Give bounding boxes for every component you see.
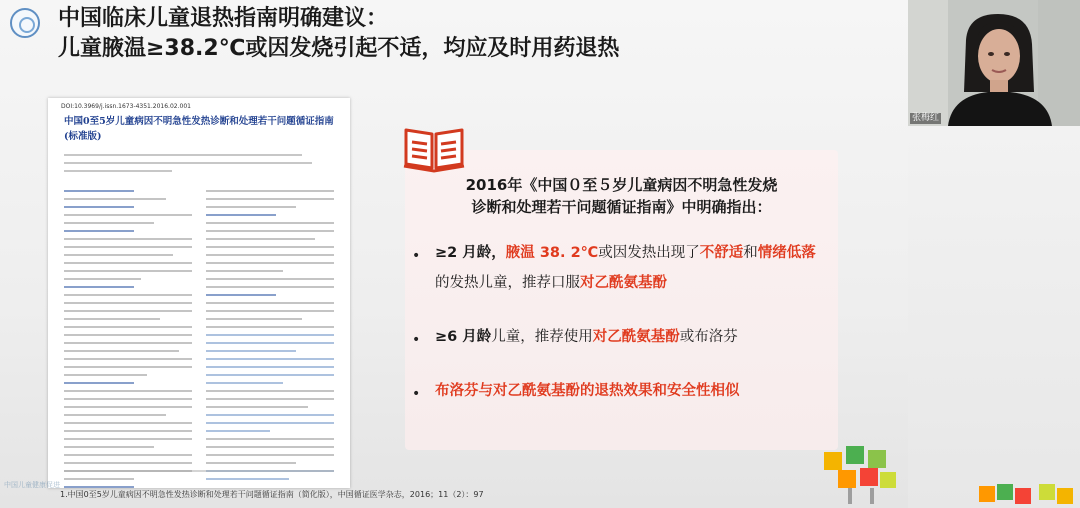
slide-title-line2: 儿童腋温≥38.2℃或因发烧引起不适，均应及时用药退热 <box>58 36 620 61</box>
bullet-1 <box>435 238 816 298</box>
bullet-1-text-b: 和 <box>743 245 758 261</box>
paper-doi: DOI:10.3969/j.issn.1673-4351.2016.02.001 <box>61 103 191 110</box>
bullet-dot-1: • <box>412 248 421 264</box>
bullet-2-text-a: 儿童，推荐使用 <box>491 329 593 345</box>
bullet-1-text-a: 或因发热出现了 <box>598 245 700 261</box>
bullet-2-line1 <box>435 322 738 352</box>
paper-authors-block <box>64 148 334 182</box>
footer-citation: 1.中国0至5岁儿童病因不明急性发热诊断和处理若干问题循证指南（简化版），中国循证医学杂志，2016；11（2）：97 <box>60 490 484 499</box>
paper-footer-line <box>64 470 334 472</box>
guideline-paper-image <box>48 98 350 488</box>
bullet-1-drug: 对乙酰氨基酚 <box>580 275 667 291</box>
bullet-1-discomfort: 不舒适 <box>699 245 744 261</box>
bullet-2-text-b: 或布洛芬 <box>679 329 738 345</box>
paper-right-column <box>206 190 334 455</box>
card-headline-line1: 2016年《中国０至５岁儿童病因不明急性发烧 <box>465 176 778 194</box>
bullet-2-drug: 对乙酰氨基酚 <box>592 329 680 345</box>
bullet-1-mood: 情绪低落 <box>757 245 816 261</box>
watermark-text: 中国儿童健康促进 <box>4 481 60 489</box>
bullet-1-text-c: 的发热儿童，推荐口服 <box>435 275 580 291</box>
decorative-cubes-bottom-icon <box>975 480 1080 508</box>
bullet-1-temp: 腋温 38. 2℃ <box>505 245 599 261</box>
bullet-1-line1 <box>435 238 816 268</box>
bullet-dot-3: • <box>412 386 421 402</box>
bullet-1-age: ≥2 月龄， <box>435 245 506 261</box>
slide-title-line1: 中国临床儿童退热指南明确建议： <box>58 6 389 31</box>
right-background-strip <box>908 126 1080 508</box>
presenter-video-image <box>908 0 1080 126</box>
card-headline <box>405 174 838 218</box>
open-book-icon <box>402 124 466 174</box>
bullet-3-text: 布洛芬与对乙酰氨基酚的退热效果和安全性相似 <box>435 383 740 399</box>
bullet-2 <box>435 322 738 352</box>
bullet-1-line2 <box>435 268 816 298</box>
hospital-logo-icon <box>10 8 40 38</box>
bullet-dot-2: • <box>412 332 421 348</box>
paper-title: 中国0至5岁儿童病因不明急性发热诊断和处理若干问题循证指南(标准版) <box>64 116 334 142</box>
decorative-cubes-icon <box>818 440 908 508</box>
bullet-2-age: ≥6 月龄 <box>435 329 492 345</box>
paper-left-column <box>64 190 192 455</box>
participant-name-label: 张梅红 <box>912 113 940 123</box>
webcam-video-tile[interactable] <box>908 0 1080 126</box>
card-headline-line2: 诊断和处理若干问题循证指南》中明确指出： <box>471 198 772 216</box>
slide-title <box>58 4 619 64</box>
bullet-3 <box>435 376 740 406</box>
